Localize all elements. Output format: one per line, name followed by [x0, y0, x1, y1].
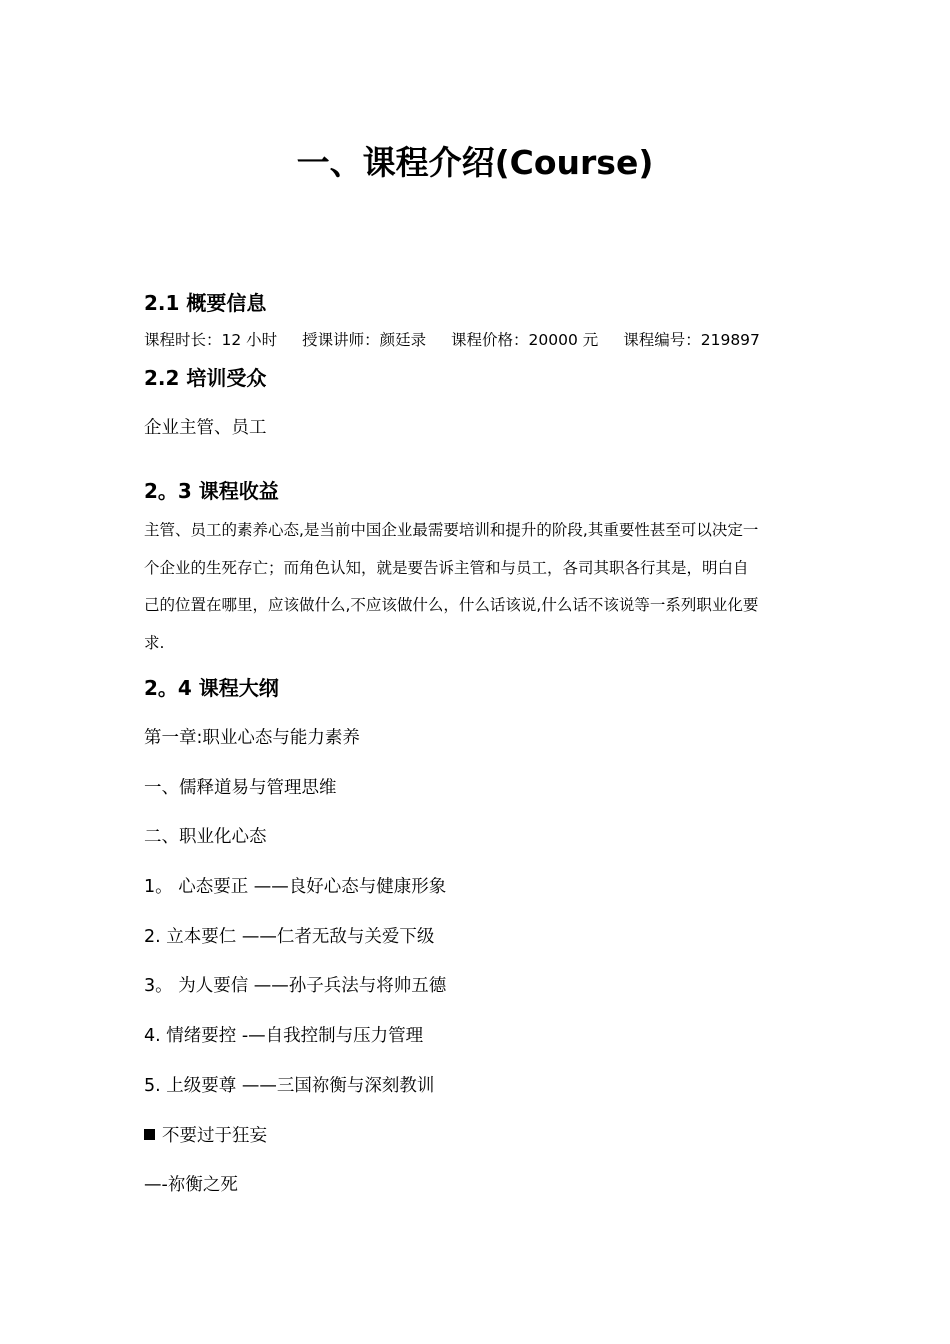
outline-item: 1。 心态要正 ——良好心态与健康形象 [144, 877, 447, 897]
benefits-line: 己的位置在哪里，应该做什么,不应该做什么，什么话该说,什么话不该说等一系列职业化要 [144, 596, 759, 614]
document-title: 一、课程介绍(Course) [296, 143, 654, 182]
course-duration: 课程时长：12 小时 [144, 331, 278, 349]
course-instructor: 授课讲师：颜廷录 [302, 331, 427, 349]
section-heading-audience: 2.2 培训受众 [144, 366, 267, 390]
course-id: 课程编号：219897 [623, 331, 760, 349]
outline-item: 5. 上级要尊 ——三国祢衡与深刻教训 [144, 1076, 435, 1096]
section-heading-outline: 2。4 课程大纲 [144, 676, 279, 700]
course-meta [144, 328, 760, 352]
course-price: 课程价格：20000 元 [451, 331, 599, 349]
benefits-paragraph [144, 512, 808, 662]
section-heading-overview: 2.1 概要信息 [144, 291, 267, 315]
square-bullet-icon [144, 1129, 155, 1140]
outline-item: 3。 为人要信 ——孙子兵法与将帅五德 [144, 976, 447, 996]
outline-bullet-text: 不要过于狂妄 [162, 1126, 267, 1146]
benefits-line: 求. [144, 633, 165, 652]
outline-item: 一、儒释道易与管理思维 [144, 778, 337, 798]
audience-text: 企业主管、员工 [144, 418, 267, 438]
outline-item: 二、职业化心态 [144, 827, 267, 847]
benefits-line: 主管、员工的素养心态,是当前中国企业最需要培训和提升的阶段,其重要性甚至可以决定一 [144, 521, 759, 539]
outline-item: 2. 立本要仁 ——仁者无敌与关爱下级 [144, 927, 435, 947]
benefits-line: 个企业的生死存亡；而角色认知，就是要告诉主管和与员工，各司其职各行其是，明白自 [144, 558, 749, 577]
outline-item: 4. 情绪要控 -—自我控制与压力管理 [144, 1026, 424, 1046]
outline-item: —-祢衡之死 [144, 1175, 238, 1195]
outline-bullet-item [144, 1123, 267, 1149]
outline-item: 第一章:职业心态与能力素养 [144, 728, 360, 748]
section-heading-benefits: 2。3 课程收益 [144, 479, 279, 503]
